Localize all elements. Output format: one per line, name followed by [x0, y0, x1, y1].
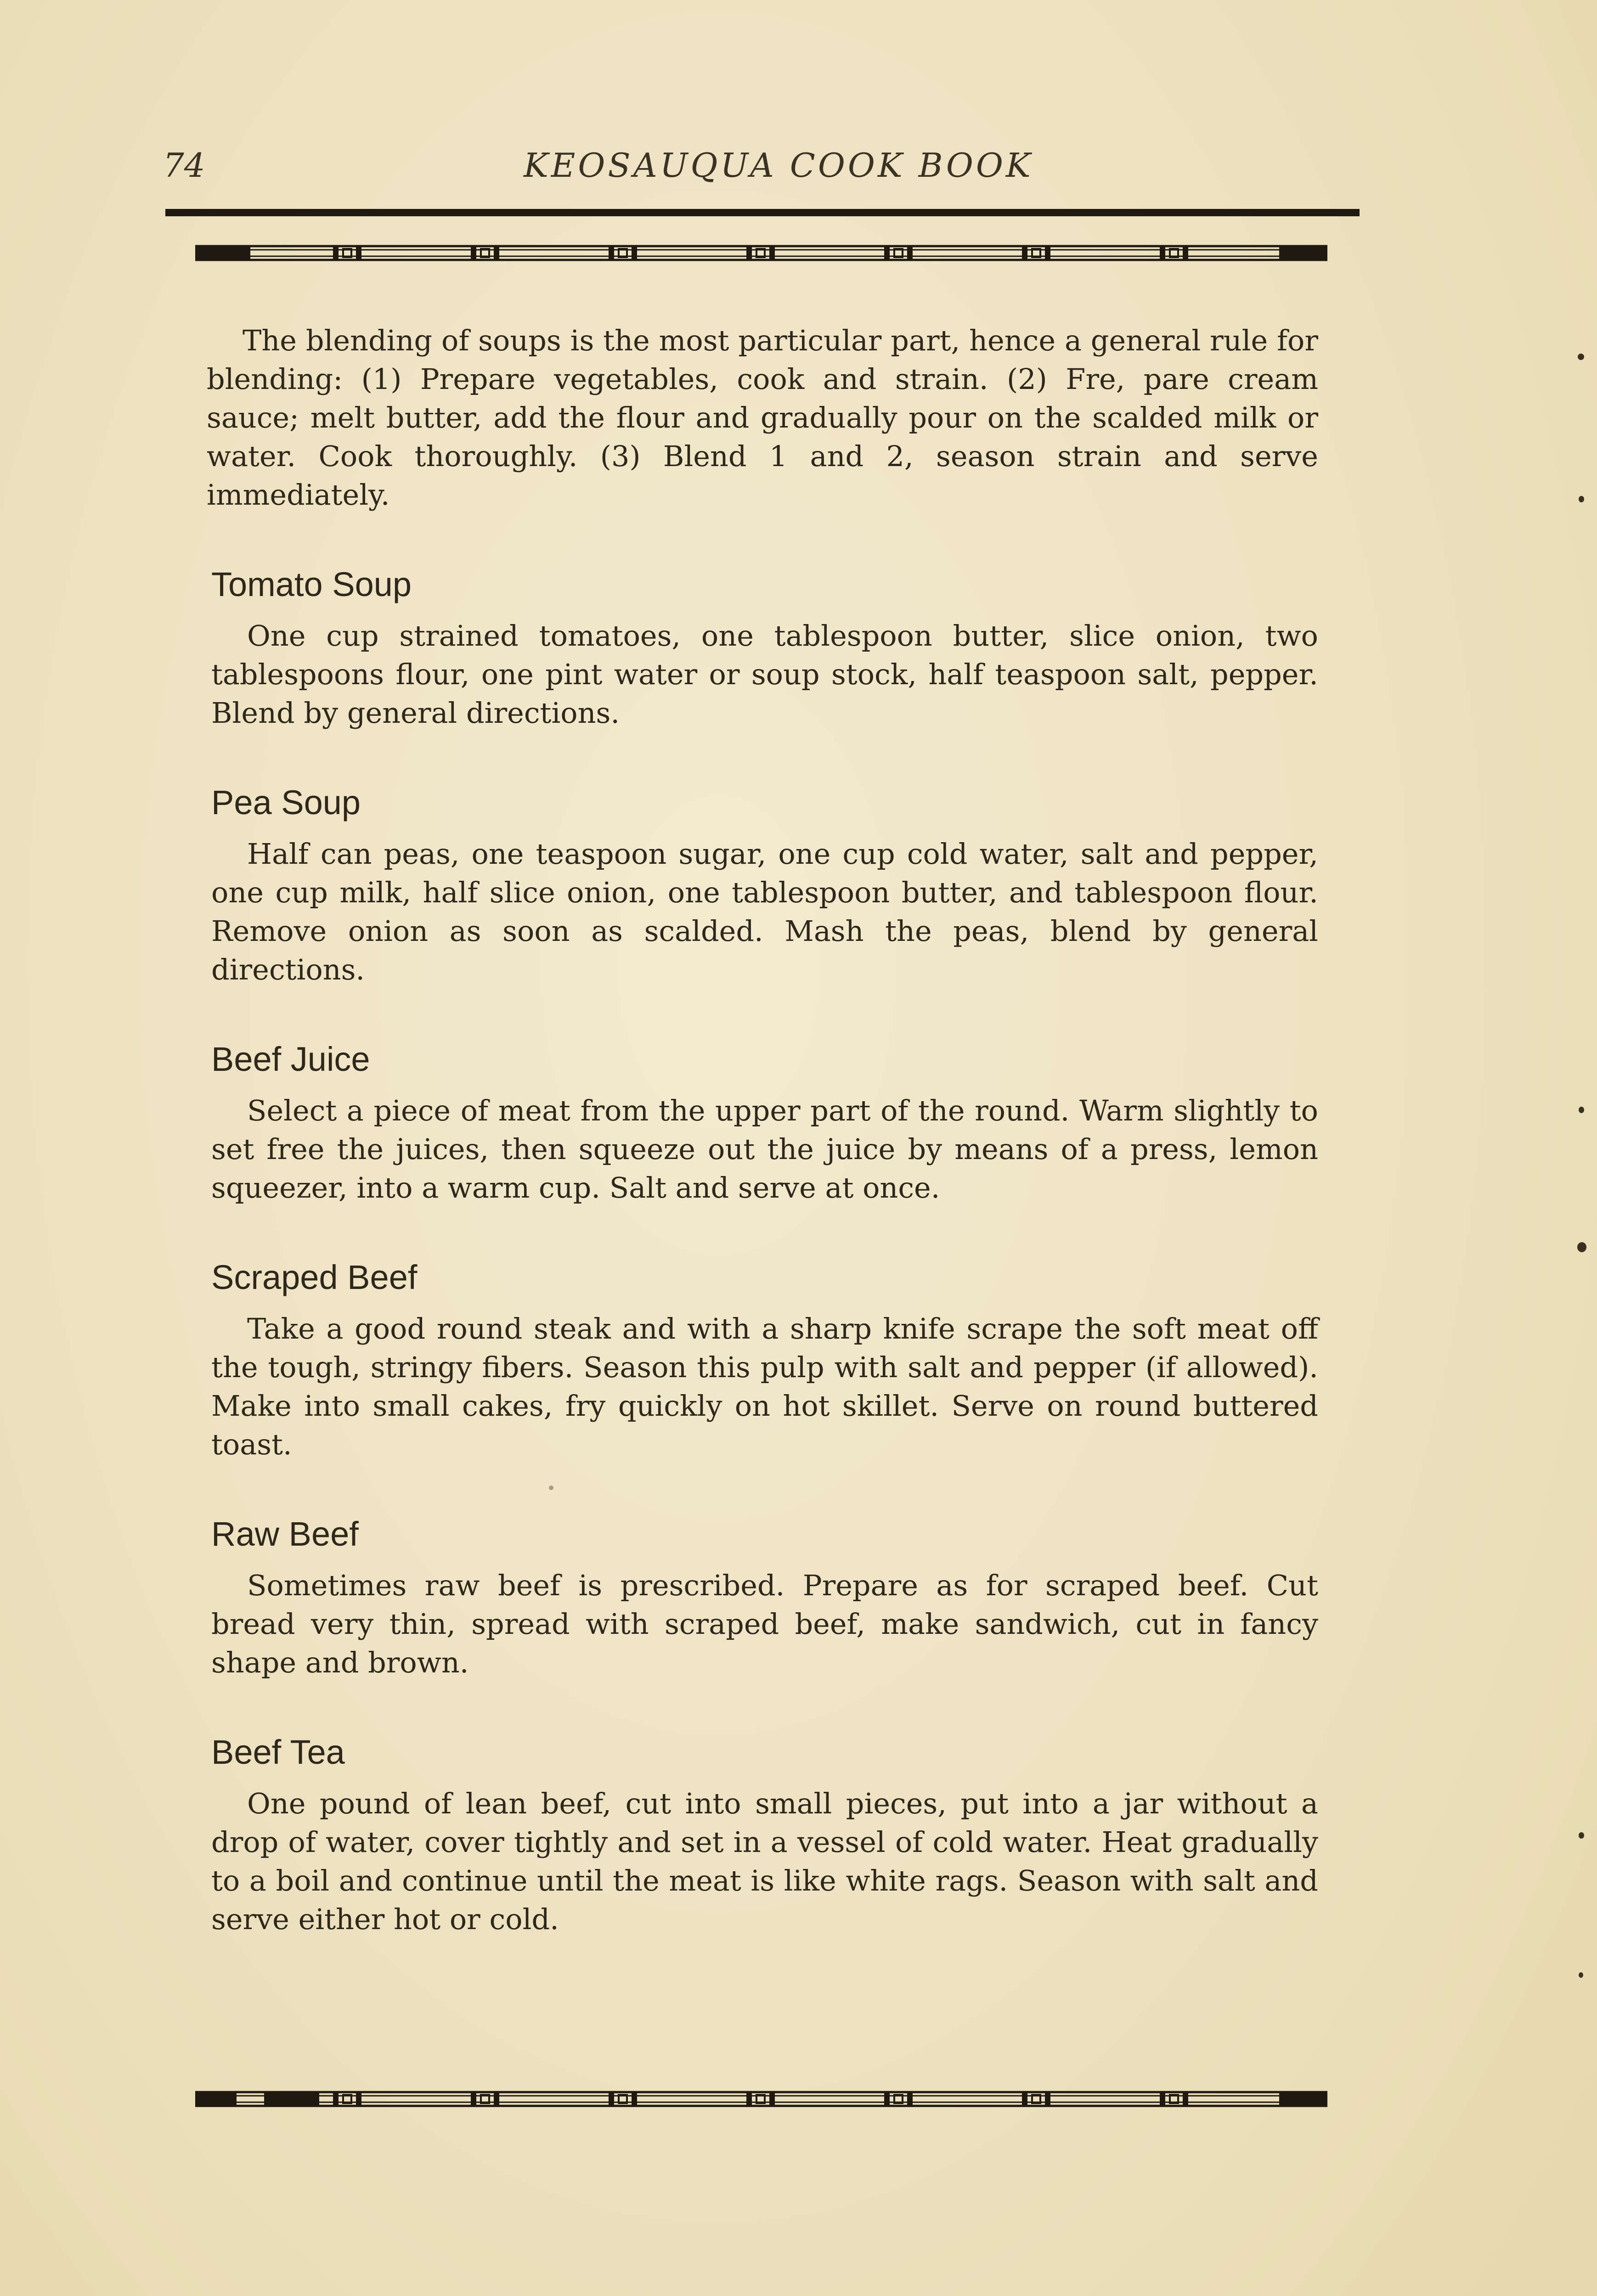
- recipe-pea-soup: [207, 783, 1318, 989]
- recipe-raw-beef: [207, 1514, 1318, 1682]
- recipe-text: Sometimes raw beef is prescribed. Prepare as for scraped beef. Cut bread very thin, spread with scraped beef, make sandwich, cut in fancy shape and brown.: [211, 1569, 1318, 1679]
- paper-speck: [1579, 496, 1584, 502]
- recipe-text: Select a piece of meat from the upper part of the round. Warm slightly to set free the juices, then squeeze out the juice by means of a press, lemon squeezer, into a warm cup. Salt and serve at once.: [211, 1094, 1318, 1204]
- paper-speck: [1579, 1107, 1584, 1113]
- recipe-title: Beef Juice: [211, 1040, 370, 1078]
- recipe-text: One pound of lean beef, cut into small pieces, put into a jar without a drop of water, cover tightly and set in a vessel of cold water. Heat gradually to a boil and continue until the meat is like white rags. Season with salt and serve either hot or cold.: [211, 1787, 1318, 1936]
- paper-speck: [1577, 1242, 1586, 1252]
- ornamental-border-bottom: [195, 2089, 1327, 2109]
- recipe-beef-tea: [207, 1733, 1318, 1939]
- intro-paragraph: The blending of soups is the most particular part, hence a general rule for blending: (1) Prepare vegetables, cook and strain. (2) Fre, pare cream sauce; melt butter, add the flour and gradually pour on the scalded milk or water. Cook thoroughly. (3) Blend 1 and 2, season strain and serve immediately.: [207, 324, 1318, 512]
- ornamental-border-top: [195, 243, 1327, 263]
- running-title: KEOSAUQUA COOK BOOK: [524, 146, 1033, 185]
- header-rule: [165, 209, 1360, 216]
- recipe-title: Beef Tea: [211, 1733, 345, 1771]
- recipe-title: Tomato Soup: [211, 565, 412, 603]
- recipe-text: Take a good round steak and with a sharp knife scrape the soft meat off the tough, stringy fibers. Season this pulp with salt and pepper (if allowed). Make into small cakes, fry quickly on hot skillet. Serve on round buttered toast.: [211, 1312, 1318, 1461]
- recipe-tomato-soup: [207, 565, 1318, 732]
- recipe-scraped-beef: [207, 1258, 1318, 1464]
- paper-speck: [1579, 1972, 1583, 1978]
- recipe-text: Half can peas, one teaspoon sugar, one cup cold water, salt and pepper, one cup milk, half slice onion, one tablespoon butter, and tablespoon flour. Remove onion as soon as scalded. Mash the peas, blend by general directions.: [211, 837, 1318, 986]
- paper-speck: [549, 1486, 553, 1490]
- page-number: 74: [163, 146, 205, 185]
- paper-speck: [1579, 1832, 1584, 1839]
- recipe-text: One cup strained tomatoes, one tablespoon butter, slice onion, two tablespoons flour, one pint water or soup stock, half teaspoon salt, pepper. Blend by general directions.: [211, 619, 1318, 730]
- recipe-title: Scraped Beef: [211, 1258, 418, 1296]
- recipe-title: Raw Beef: [211, 1515, 359, 1553]
- paper-speck: [1578, 354, 1584, 360]
- recipe-title: Pea Soup: [211, 783, 361, 822]
- page-content: [207, 321, 1318, 1939]
- recipe-beef-juice: [207, 1040, 1318, 1207]
